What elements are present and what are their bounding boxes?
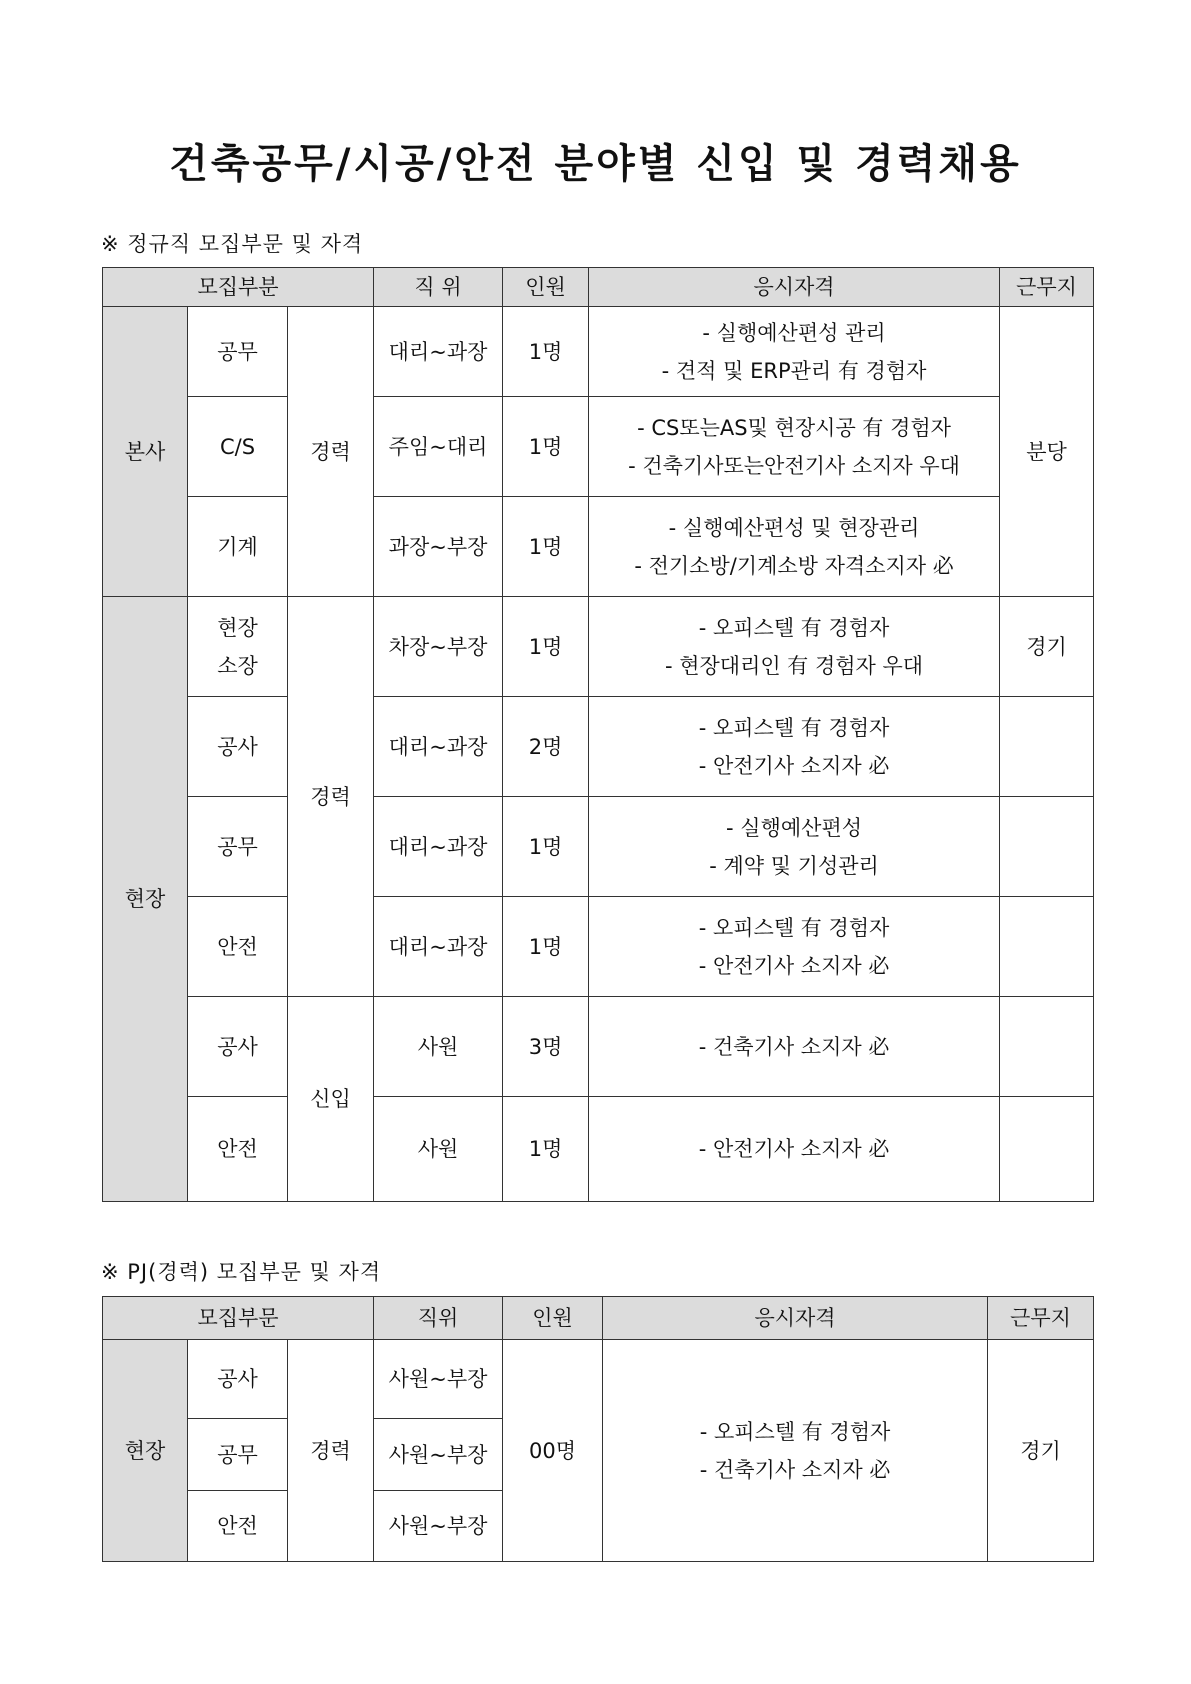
qualification-line: - 건축기사 소지자 必 [698, 1034, 890, 1059]
qualification-line: - 견적 및 ERP관리 有 경험자 [661, 358, 927, 383]
position-cell: 대리~과장 [374, 307, 503, 397]
qualifications-cell [589, 397, 1000, 497]
part-cell: 안전 [188, 1097, 288, 1202]
table-row [103, 397, 1094, 497]
qualification-line: - CS또는AS및 현장시공 有 경험자 [637, 415, 951, 440]
position-cell: 차장~부장 [374, 597, 503, 697]
position-cell: 사원~부장 [374, 1340, 503, 1419]
position-cell: 사원 [374, 997, 503, 1097]
table-row [103, 497, 1094, 597]
qualification-line: - 전기소방/기계소방 자격소지자 必 [634, 553, 954, 578]
location-cell-empty [1000, 797, 1094, 897]
location-cell-empty [1000, 697, 1094, 797]
table-row [103, 1097, 1094, 1202]
qualifications-cell [589, 597, 1000, 697]
position-cell: 주임~대리 [374, 397, 503, 497]
group-site: 현장 [103, 597, 188, 1202]
part-cell: 안전 [188, 897, 288, 997]
header-qualifications: 응시자격 [603, 1297, 988, 1340]
qualifications-cell [589, 697, 1000, 797]
type-cell: 경력 [288, 597, 374, 997]
header-qualifications: 응시자격 [589, 268, 1000, 307]
section-label-pj: ※ PJ(경력) 모집부문 및 자격 [101, 1260, 382, 1284]
qualifications-cell [603, 1340, 988, 1562]
qualifications-cell [589, 797, 1000, 897]
header-headcount: 인원 [503, 268, 589, 307]
section-label-regular: ※ 정규직 모집부문 및 자격 [101, 232, 364, 256]
headcount-cell: 1명 [503, 497, 589, 597]
regular-recruitment-table [102, 267, 1094, 1202]
part-cell: 공사 [188, 1340, 288, 1419]
position-cell: 대리~과장 [374, 697, 503, 797]
qualification-line: - 건축기사또는안전기사 소지자 우대 [628, 453, 960, 478]
part-cell: C/S [188, 397, 288, 497]
table-row [103, 797, 1094, 897]
position-cell: 사원 [374, 1097, 503, 1202]
location-cell-empty [1000, 897, 1094, 997]
table-row [103, 997, 1094, 1097]
part-cell: 공무 [188, 307, 288, 397]
qualifications-cell [589, 997, 1000, 1097]
qualification-line: - 오피스텔 有 경험자 [698, 615, 890, 640]
qualification-line: - 안전기사 소지자 必 [698, 953, 890, 978]
position-cell: 과장~부장 [374, 497, 503, 597]
location-cell: 경기 [988, 1340, 1094, 1562]
qualifications-cell [589, 1097, 1000, 1202]
headcount-cell: 2명 [503, 697, 589, 797]
part-cell [188, 597, 288, 697]
qualifications-cell [589, 307, 1000, 397]
qualification-line: - 안전기사 소지자 必 [698, 753, 890, 778]
headcount-cell: 1명 [503, 797, 589, 897]
qualification-line: - 건축기사 소지자 必 [699, 1457, 891, 1482]
qualification-line: - 현장대리인 有 경험자 우대 [664, 653, 924, 678]
header-headcount: 인원 [503, 1297, 603, 1340]
type-cell: 경력 [288, 307, 374, 597]
qualification-line: - 계약 및 기성관리 [709, 853, 879, 878]
qualification-line: - 오피스텔 有 경험자 [699, 1419, 891, 1444]
part-line: 소장 [217, 653, 258, 678]
qualification-line: - 실행예산편성 [726, 815, 863, 840]
header-position: 직위 [374, 1297, 503, 1340]
location-cell-empty [1000, 997, 1094, 1097]
position-cell: 사원~부장 [374, 1419, 503, 1491]
headcount-cell: 1명 [503, 307, 589, 397]
part-cell: 공사 [188, 997, 288, 1097]
table-row [103, 307, 1094, 397]
header-department: 모집부문 [103, 1297, 374, 1340]
pj-recruitment-table [102, 1296, 1094, 1562]
table-row [103, 697, 1094, 797]
part-cell: 공무 [188, 797, 288, 897]
position-cell: 대리~과장 [374, 797, 503, 897]
qualifications-cell [589, 497, 1000, 597]
headcount-cell: 1명 [503, 1097, 589, 1202]
headcount-cell: 3명 [503, 997, 589, 1097]
table-row [103, 597, 1094, 697]
part-cell: 안전 [188, 1491, 288, 1562]
part-cell: 공무 [188, 1419, 288, 1491]
qualification-line: - 오피스텔 有 경험자 [698, 715, 890, 740]
location-cell: 분당 [1000, 307, 1094, 597]
qualification-line: - 실행예산편성 및 현장관리 [668, 515, 920, 540]
table-header-row [103, 1297, 1094, 1340]
position-cell: 대리~과장 [374, 897, 503, 997]
headcount-cell: 1명 [503, 597, 589, 697]
table-header-row [103, 268, 1094, 307]
qualification-line: - 안전기사 소지자 必 [698, 1137, 890, 1161]
table-row [103, 897, 1094, 997]
table-row [103, 1340, 1094, 1419]
type-cell: 경력 [288, 1340, 374, 1562]
qualification-line: - 실행예산편성 관리 [702, 320, 886, 345]
location-cell: 경기 [1000, 597, 1094, 697]
group-hq: 본사 [103, 307, 188, 597]
qualifications-cell [589, 897, 1000, 997]
header-department: 모집부분 [103, 268, 374, 307]
position-cell: 사원~부장 [374, 1491, 503, 1562]
type-cell: 신입 [288, 997, 374, 1202]
location-cell-empty [1000, 1097, 1094, 1202]
page-title: 건축공무/시공/안전 분야별 신입 및 경력채용 [169, 141, 1022, 187]
part-line: 현장 [217, 615, 258, 640]
headcount-cell: 00명 [503, 1340, 603, 1562]
qualification-line: - 오피스텔 有 경험자 [698, 915, 890, 940]
headcount-cell: 1명 [503, 897, 589, 997]
header-position: 직 위 [374, 268, 503, 307]
header-location: 근무지 [988, 1297, 1094, 1340]
group-site: 현장 [103, 1340, 188, 1562]
part-cell: 공사 [188, 697, 288, 797]
header-location: 근무지 [1000, 268, 1094, 307]
part-cell: 기계 [188, 497, 288, 597]
headcount-cell: 1명 [503, 397, 589, 497]
